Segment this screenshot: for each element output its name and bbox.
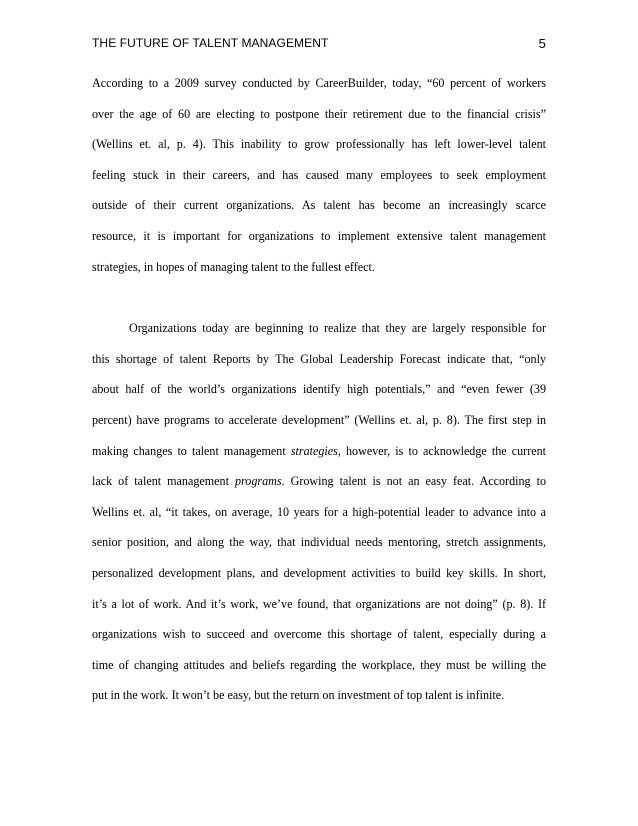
paragraph-2-line: time of changing attitudes and beliefs regarding the workplace, they must be willing the xyxy=(92,657,546,672)
line-text: lack of talent management xyxy=(92,474,235,489)
paragraph-2-line: percent) have programs to accelerate development” (Wellins et. al, p. 8). The first step in xyxy=(92,412,546,427)
paragraph-1-line: strategies, in hopes of managing talent to the fullest effect. xyxy=(92,259,375,274)
paragraph-2-line: about half of the world’s organizations identify high potentials,” and “even fewer (39 xyxy=(92,382,546,397)
paragraph-1 xyxy=(92,68,546,282)
paragraph-2-line: senior position, and along the way, that individual needs mentoring, stretch assignments, xyxy=(92,535,546,550)
paragraph-1-line: over the age of 60 are electing to postpone their retirement due to the financial crisis” xyxy=(92,106,546,121)
paragraph-2-line: Wellins et. al, “it takes, on average, 10 years for a high-potential leader to advance into a xyxy=(92,504,546,519)
paragraph-2-line: personalized development plans, and development activities to build key skills. In short, xyxy=(92,565,546,580)
paragraph-2-line xyxy=(92,436,546,467)
paragraph-1-line: feeling stuck in their careers, and has caused many employees to seek employment xyxy=(92,167,546,182)
paragraph-2-line xyxy=(92,466,546,497)
emphasized-word: strategies, xyxy=(290,443,341,458)
paragraph-2-line: Organizations today are beginning to realize that they are largely responsible for xyxy=(129,321,546,336)
paragraph-1-line: outside of their current organizations. As talent has become an increasingly scarce xyxy=(92,198,546,213)
paragraph-1-line: resource, it is important for organizations to implement extensive talent management xyxy=(92,228,546,243)
paragraph-2-line: organizations wish to succeed and overcome this shortage of talent, especially during a xyxy=(92,627,546,642)
line-text: making changes to talent management xyxy=(92,443,291,458)
page-number: 5 xyxy=(538,36,546,51)
paragraph-2-line: this shortage of talent Reports by The Global Leadership Forecast indicate that, “only xyxy=(92,351,546,366)
line-text: . Growing talent is not an easy feat. According to xyxy=(281,474,546,489)
paragraph-2-line: put in the work. It won’t be easy, but the return on investment of top talent is infinite. xyxy=(92,688,505,703)
paragraph-2 xyxy=(92,313,546,711)
line-text: however, is to acknowledge the current xyxy=(340,443,547,458)
paragraph-1-line: (Wellins et. al, p. 4). This inability to grow professionally has left lower-level talent xyxy=(92,137,546,152)
running-header-title: THE FUTURE OF TALENT MANAGEMENT xyxy=(92,36,329,50)
emphasized-word: programs xyxy=(234,474,282,489)
paragraph-2-line: it’s a lot of work. And it’s work, we’ve found, that organizations are not doing” (p. 8). If xyxy=(92,596,546,611)
paragraph-1-line: According to a 2009 survey conducted by CareerBuilder, today, “60 percent of workers xyxy=(92,76,546,90)
body-text xyxy=(92,68,546,711)
